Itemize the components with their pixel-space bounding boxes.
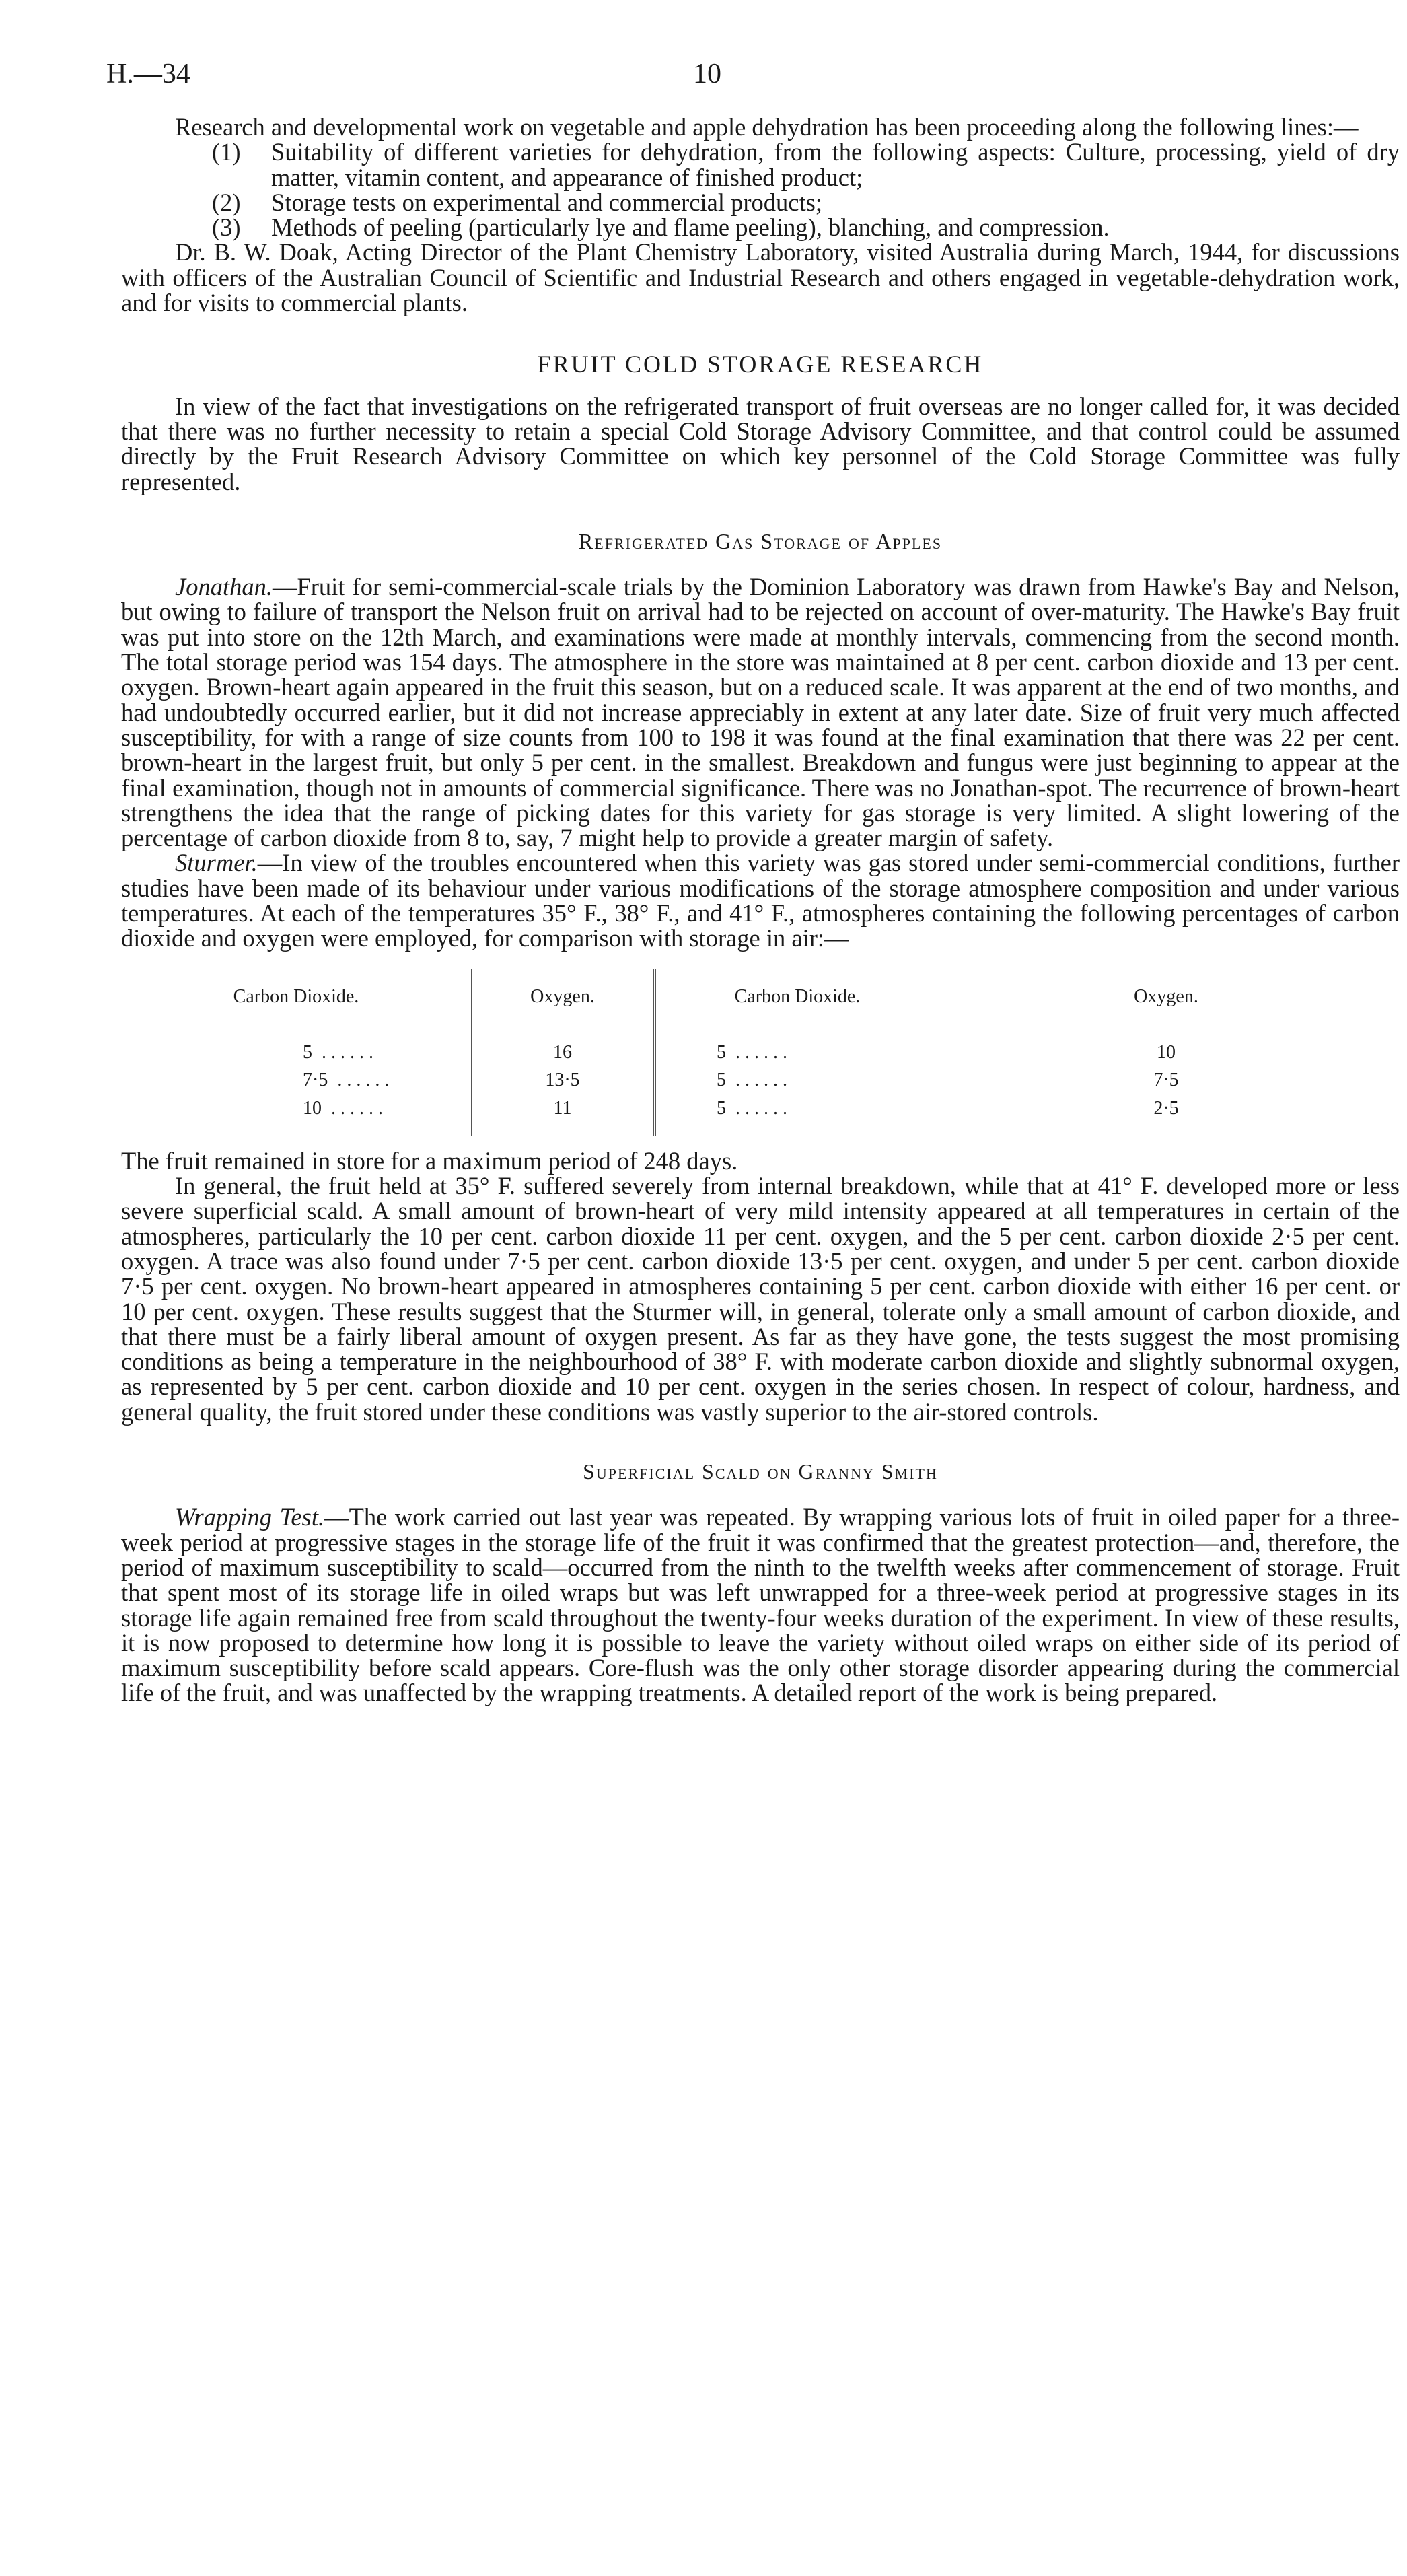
dot-leader: . . . . . . xyxy=(337,1070,390,1091)
list-item-number: (1) xyxy=(212,138,241,166)
list-item-number: (2) xyxy=(212,188,241,216)
table-cell xyxy=(655,1094,939,1136)
list-item-text: Suitability of different varieties for dehydration, from the following aspects: Culture, processing, yield of dry matter, vitamin content, and appearance of finished product; xyxy=(271,138,1400,191)
table-cell: 16 xyxy=(472,1026,655,1066)
research-lines-list xyxy=(212,139,1400,240)
cell-value: 5 xyxy=(717,1041,726,1063)
table-row xyxy=(121,1094,1393,1136)
table-cell xyxy=(121,1066,472,1094)
sturmer-label: Sturmer. xyxy=(175,849,258,877)
fruit-cold-storage-heading: FRUIT COLD STORAGE RESEARCH xyxy=(537,351,984,378)
intro-paragraph: Research and developmental work on vegetable and apple dehydration has been proceeding along the following lines:— xyxy=(175,113,1359,141)
table-cell: 11 xyxy=(472,1094,655,1136)
dot-leader: . . . . . . xyxy=(331,1097,383,1119)
page-number: 10 xyxy=(693,59,721,90)
atmosphere-table-wrapper xyxy=(121,969,1400,1136)
sturmer-paragraph xyxy=(121,850,1400,950)
sturmer-text: —In view of the troubles encountered when this variety was gas stored under semi-commercial conditions, further studies have been made of its behaviour under various modifications of the storage atmosphere composition and under various temperatures. At each of the temperatures 35° F., 38° F., and 41° F., atmospheres containing the following percentages of carbon dioxide and oxygen were employed, for comparison with storage in air:— xyxy=(121,849,1400,952)
dot-leader: . . . . . . xyxy=(735,1097,787,1119)
list-item-text: Storage tests on experimental and commercial products; xyxy=(271,188,822,216)
table-cell xyxy=(121,1094,472,1136)
dot-leader: . . . . . . xyxy=(735,1070,787,1091)
cell-value: 5 xyxy=(717,1070,726,1091)
table-cell xyxy=(655,1026,939,1066)
table-cell: 2·5 xyxy=(1153,1097,1179,1119)
scald-heading: Superficial Scald on Granny Smith xyxy=(583,1459,938,1484)
table-cell: 7·5 xyxy=(1153,1070,1179,1091)
jonathan-text: —Fruit for semi-commercial-scale trials by the Dominion Laboratory was drawn from Hawke's Bay and Nelson, but owing to failure of transport the Nelson fruit on arrival had to be rejected on account of over-maturity. The Hawke's Bay fruit was put into store on the 12th March, and examinations were made at monthly intervals, commencing from the second month. The total storage period was 154 days. The atmosphere in the store was maintained at 8 per cent. carbon dioxide and 13 per cent. oxygen. Brown-heart again appeared in the fruit this season, but on a reduced scale. It was apparent at the end of two months, and had undoubtedly occurred earlier, but it did not increase appreciably in extent at any later date. Size of fruit very much affected susceptibility, for with a range of size counts from 100 to 198 it was found at the final examination that there was 22 per cent. brown-heart in the largest fruit, but only 5 per cent. in the smallest. Breakdown and fungus were just beginning to appear at the final examination, though not in amounts of commercial significance. There was no Jonathan-spot. The recurrence of brown-heart strengthens the idea that the range of picking dates for this variety for gas storage is very limited. A slight lowering of the percentage of carbon dioxide from 8 to, say, 7 might help to provide a greater margin of safety. xyxy=(121,573,1400,852)
column-header: Oxygen. xyxy=(472,969,655,1026)
document-body xyxy=(121,114,1400,1706)
list-item-number: (3) xyxy=(212,213,241,242)
committee-paragraph: In view of the fact that investigations on the refrigerated transport of fruit overseas are no longer called for, it was decided that there was no further necessity to retain a special Cold Storage Advisory Committee, and that control could be assumed directly by the Fruit Research Advisory Committee on which key personnel of the Cold Storage Committee was fully represented. xyxy=(121,392,1400,495)
cell-value: 5 xyxy=(303,1041,312,1063)
cell-value: 7·5 xyxy=(303,1070,328,1091)
atmosphere-table xyxy=(121,969,1393,1136)
table-cell xyxy=(121,1026,472,1066)
table-cell xyxy=(655,1066,939,1094)
list-item xyxy=(212,215,1400,240)
list-item-text: Methods of peeling (particularly lye and flame peeling), blanching, and compression. xyxy=(271,213,1110,242)
table-cell: 13·5 xyxy=(472,1066,655,1094)
column-header: Oxygen. xyxy=(1134,985,1198,1007)
wrapping-test-label: Wrapping Test. xyxy=(175,1503,325,1531)
table-row xyxy=(121,1066,1393,1094)
doak-paragraph: Dr. B. W. Doak, Acting Director of the Plant Chemistry Laboratory, visited Australia during March, 1944, for discussions with officers of the Australian Council of Scientific and Industrial Research and others engaged in vegetable-dehydration work, and for visits to commercial plants. xyxy=(121,238,1400,317)
jonathan-label: Jonathan. xyxy=(175,573,273,601)
dot-leader: . . . . . . xyxy=(322,1041,373,1063)
jonathan-paragraph xyxy=(121,574,1400,850)
cell-value: 10 xyxy=(303,1097,322,1119)
table-header-row xyxy=(121,969,1393,1026)
report-code: H.—34 xyxy=(106,59,190,90)
cell-value: 5 xyxy=(717,1097,726,1119)
list-item xyxy=(212,190,1400,215)
sturmer-results-paragraph: In general, the fruit held at 35° F. suffered severely from internal breakdown, while that at 41° F. developed more or less severe superficial scald. A small amount of brown-heart of very mild intensity appeared at all temperatures in certain of the atmospheres, particularly the 10 per cent. carbon dioxide 11 per cent. oxygen, and the 5 per cent. carbon dioxide 2·5 per cent. oxygen. A trace was also found under 7·5 per cent. carbon dioxide 13·5 per cent. oxygen, and under 5 per cent. carbon dioxide 7·5 per cent. oxygen. No brown-heart appeared in atmospheres containing 5 per cent. carbon dioxide with either 16 per cent. or 10 per cent. oxygen. These results suggest that the Sturmer will, in general, tolerate only a small amount of carbon dioxide, and that there must be a fairly liberal amount of oxygen present. As far as they have gone, the tests suggest the most promising conditions as being a temperature in the neighbourhood of 38° F. with moderate carbon dioxide and slightly subnormal oxygen, as represented by 5 per cent. carbon dioxide and 10 per cent. oxygen in the series chosen. In respect of colour, hardness, and general quality, the fruit stored under these conditions was vastly superior to the air-stored controls. xyxy=(121,1172,1400,1426)
wrapping-test-text: —The work carried out last year was repeated. By wrapping various lots of fruit in oiled paper for a three-week period at progressive stages in the storage life of the fruit it was confirmed that the greatest protection—and, therefore, the period of maximum susceptibility to scald—occurred from the ninth to the twelfth weeks after commencement of storage. Fruit that spent most of its storage life in oiled wraps but was left unwrapped for a three-week period at progressive stages in its storage life again remained free from scald throughout the twenty-four weeks duration of the experiment. In view of these results, it is now proposed to determine how long it is possible to leave the variety without oiled wraps on either side of its period of maximum susceptibility before scald appears. Core-flush was the only other storage disorder appearing during the commercial life of the fruit, and was unaffected by the wrapping treatments. A detailed report of the work is being prepared. xyxy=(121,1503,1400,1707)
dot-leader: . . . . . . xyxy=(735,1041,787,1063)
table-cell: 10 xyxy=(1157,1041,1176,1063)
storage-period-line: The fruit remained in store for a maximum period of 248 days. xyxy=(121,1146,738,1175)
table-row xyxy=(121,1026,1393,1066)
column-header: Carbon Dioxide. xyxy=(121,969,472,1026)
column-header: Carbon Dioxide. xyxy=(655,969,939,1026)
wrapping-test-paragraph xyxy=(121,1504,1400,1705)
gas-storage-heading: Refrigerated Gas Storage of Apples xyxy=(578,528,943,553)
list-item xyxy=(212,139,1400,190)
